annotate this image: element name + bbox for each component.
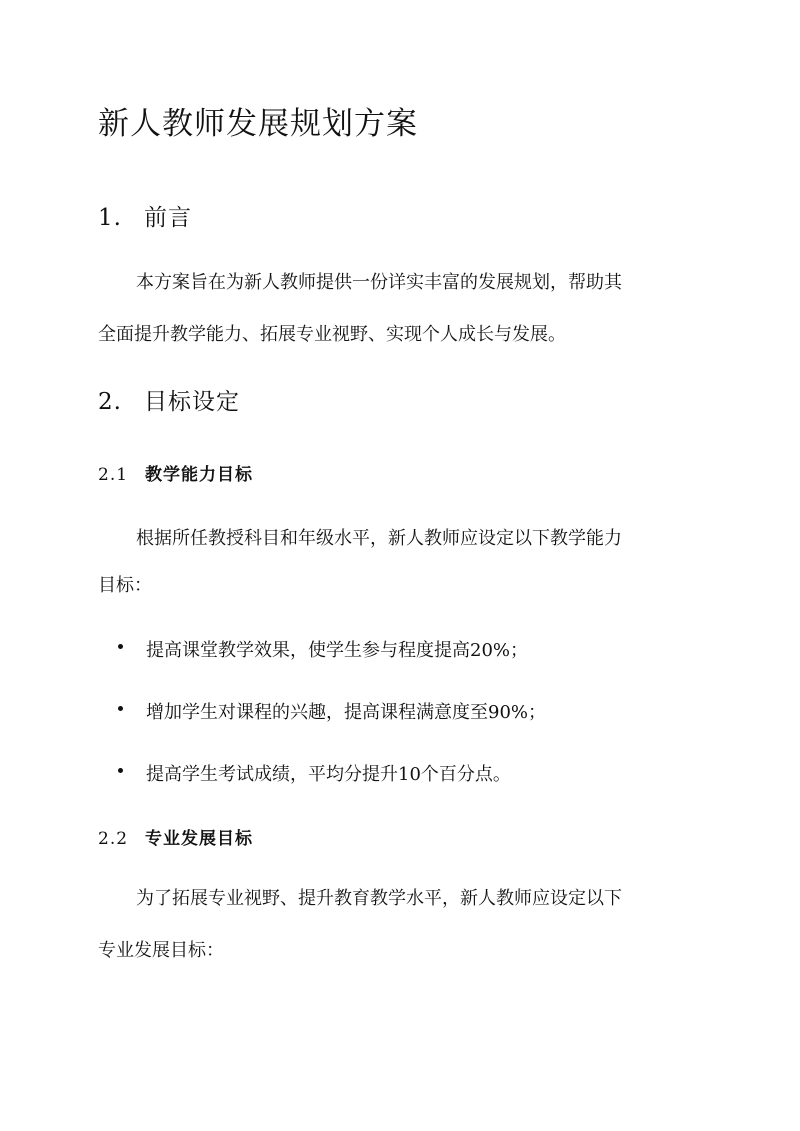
paragraph-line: 全面提升教学能力、拓展专业视野、实现个人成长与发展。: [98, 324, 566, 345]
bullet-text: 增加学生对课程的兴趣，提高课程满意度至90%；: [146, 702, 547, 723]
bullet-dot-icon: [118, 768, 123, 773]
section-title: 目标设定: [144, 389, 240, 415]
paragraph-line: 本方案旨在为新人教师提供一份详实丰富的发展规划，帮助其: [136, 272, 622, 293]
paragraph-line: 专业发展目标：: [98, 940, 224, 961]
subsection-number: 2.2: [98, 829, 129, 849]
subsection-title: 教学能力目标: [145, 465, 253, 485]
subsection-number: 2.1: [98, 465, 129, 485]
paragraph-line: 根据所任教授科目和年级水平，新人教师应设定以下教学能力: [136, 528, 622, 549]
subsection-heading-2-1: [98, 460, 253, 485]
subsection-heading-2-2: [98, 824, 253, 849]
section-title: 前言: [144, 205, 192, 231]
paragraph-line: 目标：: [98, 575, 152, 596]
section-number: 2.: [98, 389, 122, 415]
section-heading-1: [98, 199, 192, 232]
bullet-text: 提高课堂教学效果，使学生参与程度提高20%；: [146, 640, 529, 661]
subsection-title: 专业发展目标: [145, 829, 253, 849]
paragraph-line: 为了拓展专业视野、提升教育教学水平，新人教师应设定以下: [136, 888, 622, 909]
section-number: 1.: [98, 205, 122, 231]
section-heading-2: [98, 383, 240, 416]
bullet-text: 提高学生考试成绩，平均分提升10个百分点。: [146, 764, 511, 785]
document-title: 新人教师发展规划方案: [98, 106, 418, 142]
bullet-dot-icon: [118, 644, 123, 649]
bullet-dot-icon: [118, 706, 123, 711]
